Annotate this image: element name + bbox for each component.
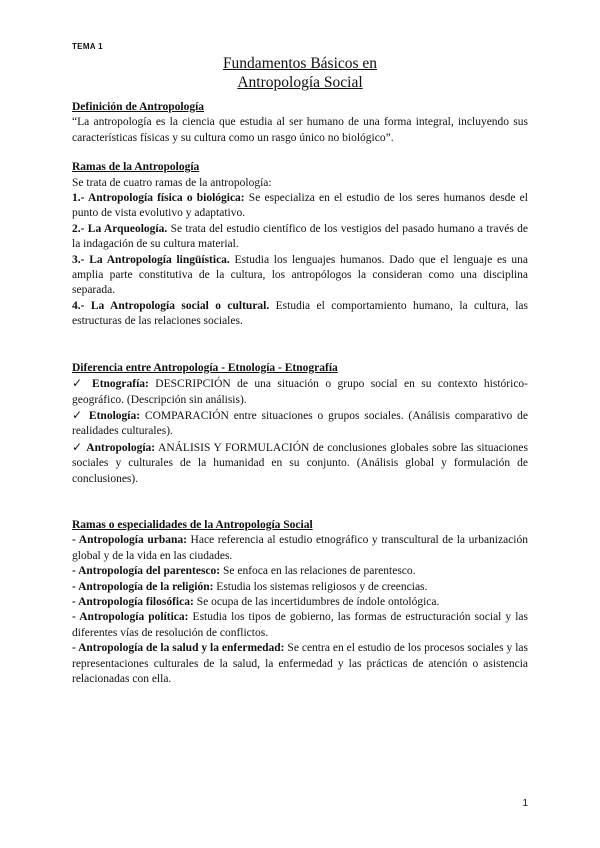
diferencia-item: ✓ Etnografía: DESCRIPCIÓN de una situación o grupo social en su contexto histórico-geográfico. (Descripción sin análisis). xyxy=(72,376,528,406)
document-body xyxy=(72,100,528,687)
check-icon: ✓ xyxy=(72,376,86,391)
especialidad-item: - Antropología de la religión: Estudia los sistemas religiosos y de creencias. xyxy=(72,580,428,593)
check-icon: ✓ xyxy=(72,439,83,454)
page-number: 1 xyxy=(522,798,528,809)
diferencia-item: ✓ Antropología: ANÁLISIS Y FORMULACIÓN de conclusiones globales sobre las situaciones sociales y culturales de la humanidad en su conjunto. (Análisis global y formulación de conclusiones). xyxy=(72,439,528,485)
section-heading-definicion: Definición de Antropología xyxy=(72,101,205,113)
rama-item: 1.- Antropología física o biológica: Se especializa en el estudio de los seres humanos desde el punto de vista evolutivo y adaptativo. xyxy=(72,192,528,220)
header-tag: TEMA 1 xyxy=(72,42,103,51)
rama-item: 2.- La Arqueología. Se trata del estudio científico de los vestigios del pasado humano a través de la indagación de su cultura material. xyxy=(72,222,528,251)
section-heading-diferencia: Diferencia entre Antropología - Etnología - Etnografía xyxy=(72,361,338,374)
diferencia-item: ✓ Etnología: COMPARACIÓN entre situaciones o grupos sociales. (Análisis comparativo de realidades culturales). xyxy=(72,407,529,438)
definition-quote: “La antropología es la ciencia que estudia al ser humano de una forma integral, incluyendo sus características físicas y su cultura como un rasgo único no biológico”. xyxy=(72,116,528,144)
document-title-line-1: Fundamentos Básicos en xyxy=(222,55,378,72)
section-heading-especialidades: Ramas o especialidades de la Antropología Social xyxy=(72,518,313,531)
section-heading-ramas: Ramas de la Antropología xyxy=(72,161,200,174)
especialidad-item: - Antropología del parentesco: Se enfoca en las relaciones de parentesco. xyxy=(72,565,416,578)
rama-item: 4.- La Antropología social o cultural. Estudia el comportamiento humano, la cultura, las estructuras de las relaciones sociales. xyxy=(72,299,528,328)
check-icon: ✓ xyxy=(72,407,85,422)
especialidad-item: - Antropología política: Estudia los tipos de gobierno, las formas de estructuración social y las diferentes vías de resolución de conflictos. xyxy=(72,611,528,639)
especialidad-item: - Antropología urbana: Hace referencia al estudio etnográfico y transcultural de la urbanización global y de la vida en las ciudades. xyxy=(72,534,528,562)
ramas-intro: Se trata de cuatro ramas de la antropología: xyxy=(72,176,272,189)
rama-item: 3.- La Antropología lingüística. Estudia los lenguajes humanos. Dado que el lenguaje es una amplia parte constitutiva de la cultura, los antropólogos la consideran como una disciplina separada. xyxy=(72,253,528,297)
especialidad-item: - Antropología de la salud y la enfermedad: Se centra en el estudio de los procesos sociales y las representaciones culturales de la salud, la enfermedad y las prácticas de atención o asistencia relacionadas con ella. xyxy=(72,642,528,685)
document-title-line-2: Antropología Social xyxy=(237,74,363,91)
especialidad-item: - Antropología filosófica: Se ocupa de las incertidumbres de índole ontológica. xyxy=(72,595,440,608)
